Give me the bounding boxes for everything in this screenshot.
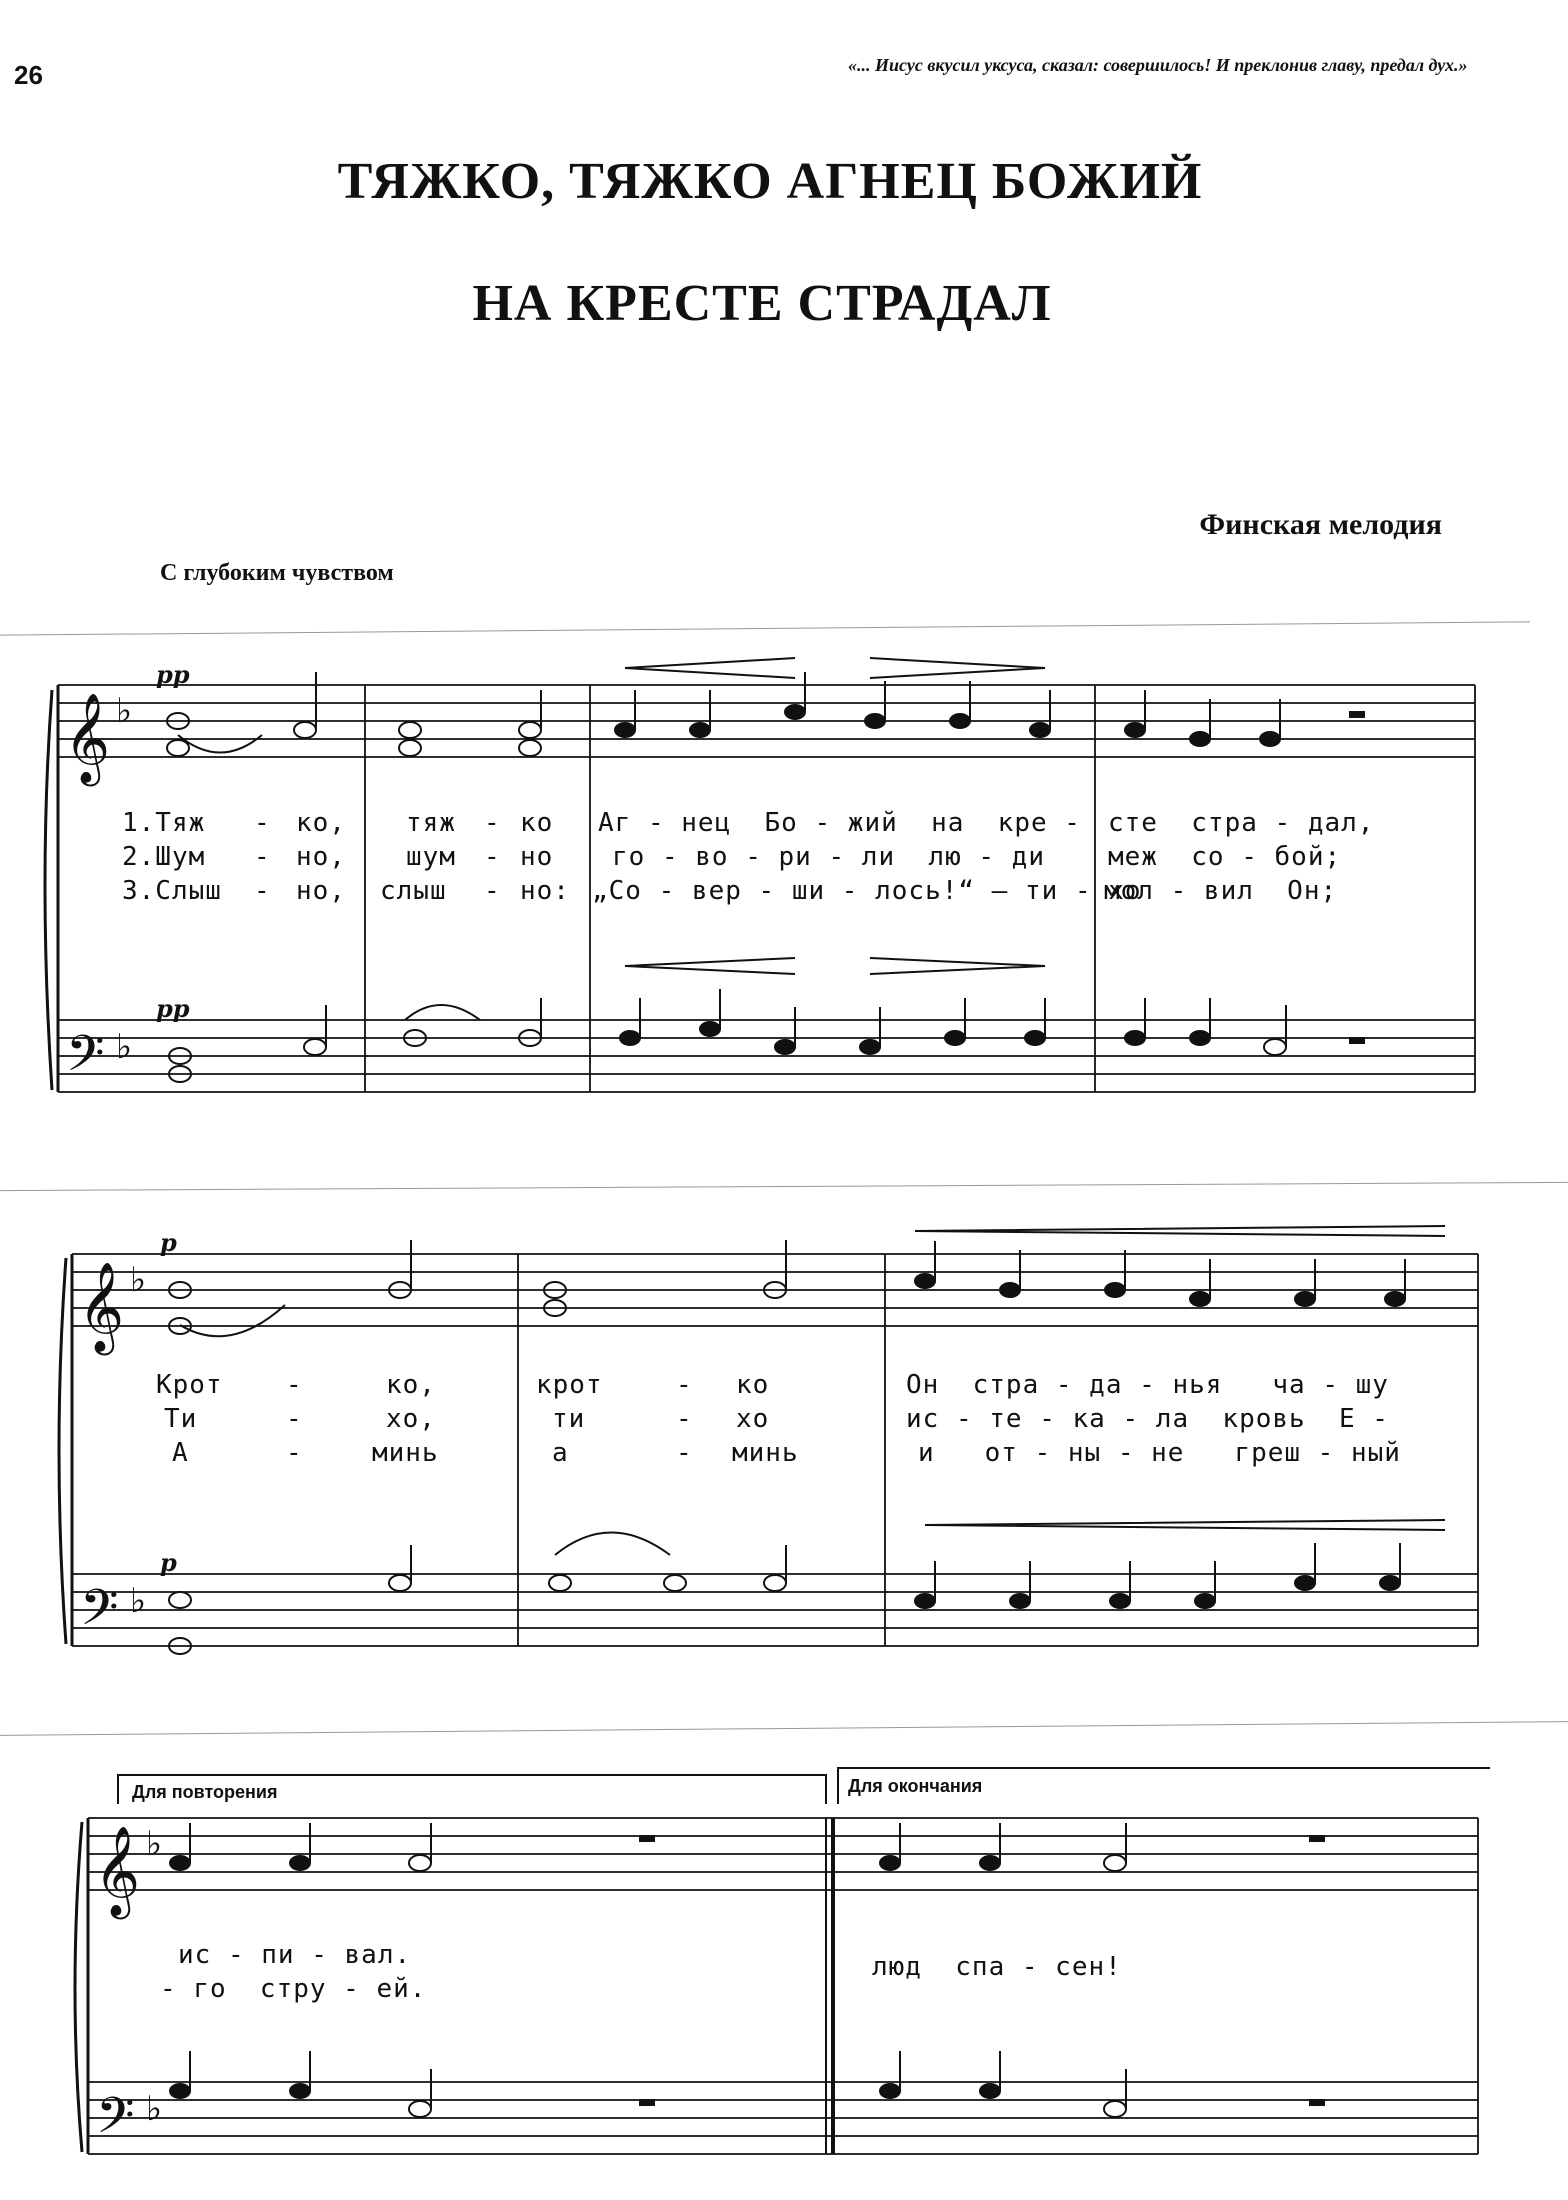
lyric-v3-m2c: минь <box>732 1438 799 1468</box>
tempo-marking: С глубоким чувством <box>160 560 394 586</box>
lyric-v2-m1c: но, <box>296 842 346 872</box>
flat-key-signature-icon: ♭ <box>116 691 133 731</box>
lyric-v1-m1a: Крот <box>156 1370 223 1400</box>
svg-text:♭: ♭ <box>130 1581 147 1621</box>
staff-bass-system-2 <box>72 1574 1478 1646</box>
lyric-v3-m2b: - <box>676 1438 693 1468</box>
title-line-2: НА КРЕСТЕ СТРАДАЛ <box>472 275 1052 332</box>
svg-text:♭: ♭ <box>116 1027 133 1067</box>
lyric-v3-m4: мол - вил Он; <box>1104 876 1338 906</box>
staff-treble-system-3 <box>88 1818 1478 1890</box>
staff-treble-system-2 <box>72 1254 1478 1326</box>
lyric-v3-m1c: но, <box>296 876 346 906</box>
page-number: 26 <box>14 60 43 90</box>
lyric-v1-m1b: - <box>254 808 271 838</box>
title-line-1: ТЯЖКО, ТЯЖКО АГНЕЦ БОЖИЙ <box>337 153 1203 210</box>
dynamic-pp: pp <box>156 660 190 689</box>
dynamic-p: p <box>160 1548 177 1577</box>
lyric-v1-m1c: ко, <box>386 1370 436 1400</box>
lyric-v3-m2a: а <box>552 1438 569 1468</box>
lyric-v1-m1c: ко, <box>296 808 346 838</box>
volta-label-ending: Для окончания <box>848 1776 983 1796</box>
lyric-v2-m2b: - <box>676 1404 693 1434</box>
epigraph: «... Иисус вкусил уксуса, сказал: совершилось! И преклонив главу, предал дух.» <box>848 55 1468 75</box>
lyric-v1-m2: люд спа - сен! <box>872 1952 1122 1982</box>
lyric-v3-m2b: - <box>484 876 501 906</box>
lyric-v2-m2c: хо <box>736 1404 770 1434</box>
lyric-v3-m1a: А <box>172 1438 189 1468</box>
svg-text:♭: ♭ <box>146 2089 163 2129</box>
lyric-v2-m2c: но <box>520 842 554 872</box>
dynamic-p: p <box>160 1228 177 1257</box>
bass-clef-icon: 𝄢 <box>66 1025 105 1095</box>
dynamic-pp: pp <box>156 994 190 1023</box>
lyric-v3-m1c: минь <box>372 1438 439 1468</box>
svg-text:♭: ♭ <box>146 1824 163 1864</box>
lyric-v1-m3: Он стра - да - нья ча - шу <box>906 1370 1389 1400</box>
lyric-v2-m1b: - <box>286 1404 303 1434</box>
treble-clef-icon: 𝄞 <box>94 1826 141 1916</box>
bass-clef-icon: 𝄢 <box>80 1579 119 1649</box>
lyric-v3-m1a: 3.Слыш <box>122 876 222 906</box>
lyric-v2-m3: го - во - ри - ли лю - ди <box>612 842 1045 872</box>
lyric-v1-m2b: - <box>484 808 501 838</box>
treble-clef-icon: 𝄞 <box>78 1262 125 1352</box>
staff-bass-system-1 <box>58 1020 1475 1092</box>
svg-text:♭: ♭ <box>130 1260 147 1300</box>
lyric-v3-m3: „Со - вер - ши - лось!“ — ти - хо <box>592 876 1142 906</box>
lyric-v1-m2c: ко <box>736 1370 770 1400</box>
lyric-v3-m3: и от - ны - не греш - ный <box>918 1438 1401 1468</box>
lyric-v2-m2a: ти <box>552 1404 586 1434</box>
lyric-v2-m4: меж со - бой; <box>1108 842 1342 872</box>
lyric-v2-m2b: - <box>484 842 501 872</box>
lyric-v1-m1a: 1.Тяж <box>122 808 206 838</box>
lyric-v2-m1b: - <box>254 842 271 872</box>
volta-label-repeat: Для повторения <box>132 1782 278 1802</box>
staff-treble-system-1 <box>58 685 1475 757</box>
lyric-v3-m1b: - <box>286 1438 303 1468</box>
lyric-v2-m1c: хо, <box>386 1404 436 1434</box>
lyric-v2-m3: ис - те - ка - ла кровь Е - <box>906 1404 1389 1434</box>
lyric-v3-m2a: слыш <box>380 876 447 906</box>
lyric-v2-m2a: шум <box>406 842 456 872</box>
lyric-v2-m1a: Ти <box>164 1404 198 1434</box>
lyric-v1-m1: ис - пи - вал. <box>178 1940 412 1970</box>
lyric-v1-m3: Аг - нец Бо - жий на кре - <box>598 808 1081 838</box>
lyric-v1-m2c: ко <box>520 808 554 838</box>
lyric-v1-m4: сте стра - дал, <box>1108 808 1375 838</box>
composer-credit: Финская мелодия <box>1199 508 1442 541</box>
lyric-v2-m1a: 2.Шум <box>122 842 206 872</box>
treble-clef-icon: 𝄞 <box>64 693 111 783</box>
lyric-v1-m2a: крот <box>536 1370 603 1400</box>
lyric-v3-m2c: но: <box>520 876 570 906</box>
lyric-v2-m1: - го стру - ей. <box>160 1974 427 2004</box>
lyric-v1-m1b: - <box>286 1370 303 1400</box>
lyric-v3-m1b: - <box>254 876 271 906</box>
lyric-v1-m2a: тяж <box>406 808 456 838</box>
lyric-v1-m2b: - <box>676 1370 693 1400</box>
bass-clef-icon: 𝄢 <box>96 2087 135 2157</box>
